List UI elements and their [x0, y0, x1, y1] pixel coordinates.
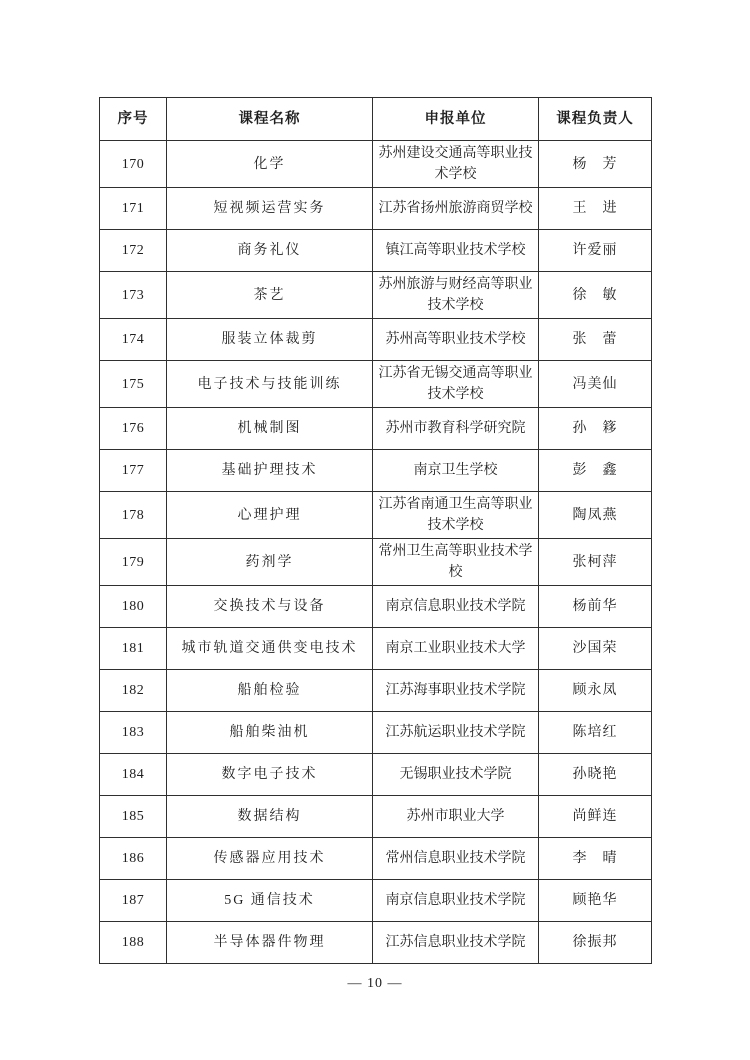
cell-course-name: 半导体器件物理 — [167, 922, 373, 964]
cell-unit: 苏州市教育科学研究院 — [373, 408, 539, 450]
cell-course-name: 船舶检验 — [167, 670, 373, 712]
cell-unit: 江苏省无锡交通高等职业技术学校 — [373, 361, 539, 408]
table-row — [100, 408, 652, 450]
cell-leader: 顾永凤 — [539, 670, 652, 712]
cell-serial-number: 182 — [100, 670, 167, 712]
cell-serial-number: 185 — [100, 796, 167, 838]
cell-leader: 陶凤燕 — [539, 492, 652, 539]
cell-unit: 苏州旅游与财经高等职业技术学校 — [373, 272, 539, 319]
table-row — [100, 628, 652, 670]
cell-unit: 常州信息职业技术学院 — [373, 838, 539, 880]
cell-course-name: 数字电子技术 — [167, 754, 373, 796]
cell-leader: 张 蕾 — [539, 319, 652, 361]
cell-unit: 江苏航运职业技术学院 — [373, 712, 539, 754]
table-row — [100, 880, 652, 922]
cell-serial-number: 170 — [100, 141, 167, 188]
cell-leader: 杨前华 — [539, 586, 652, 628]
cell-leader: 孙 簃 — [539, 408, 652, 450]
table-row — [100, 670, 652, 712]
cell-course-name: 短视频运营实务 — [167, 188, 373, 230]
cell-serial-number: 177 — [100, 450, 167, 492]
cell-unit: 苏州建设交通高等职业技术学校 — [373, 141, 539, 188]
cell-course-name: 化学 — [167, 141, 373, 188]
cell-serial-number: 179 — [100, 539, 167, 586]
page-number: — 10 — — [347, 976, 403, 991]
cell-course-name: 数据结构 — [167, 796, 373, 838]
cell-course-name: 船舶柴油机 — [167, 712, 373, 754]
cell-unit: 苏州高等职业技术学校 — [373, 319, 539, 361]
table-row — [100, 796, 652, 838]
table-row — [100, 754, 652, 796]
cell-leader: 徐振邦 — [539, 922, 652, 964]
cell-unit: 苏州市职业大学 — [373, 796, 539, 838]
table-row — [100, 838, 652, 880]
table-row — [100, 586, 652, 628]
cell-course-name: 茶艺 — [167, 272, 373, 319]
table-row — [100, 188, 652, 230]
cell-serial-number: 184 — [100, 754, 167, 796]
cell-leader: 李 晴 — [539, 838, 652, 880]
table-body — [100, 141, 652, 964]
cell-serial-number: 178 — [100, 492, 167, 539]
cell-serial-number: 172 — [100, 230, 167, 272]
cell-leader: 冯美仙 — [539, 361, 652, 408]
cell-leader: 徐 敏 — [539, 272, 652, 319]
table-row — [100, 230, 652, 272]
cell-course-name: 商务礼仪 — [167, 230, 373, 272]
cell-leader: 杨 芳 — [539, 141, 652, 188]
cell-serial-number: 187 — [100, 880, 167, 922]
cell-course-name: 传感器应用技术 — [167, 838, 373, 880]
cell-leader: 王 进 — [539, 188, 652, 230]
column-header: 课程负责人 — [539, 98, 652, 141]
cell-course-name: 电子技术与技能训练 — [167, 361, 373, 408]
cell-unit: 江苏省南通卫生高等职业技术学校 — [373, 492, 539, 539]
cell-leader: 张柯萍 — [539, 539, 652, 586]
cell-unit: 江苏海事职业技术学院 — [373, 670, 539, 712]
cell-unit: 常州卫生高等职业技术学校 — [373, 539, 539, 586]
cell-serial-number: 173 — [100, 272, 167, 319]
cell-course-name: 心理护理 — [167, 492, 373, 539]
column-header: 序号 — [100, 98, 167, 141]
cell-unit: 南京信息职业技术学院 — [373, 880, 539, 922]
cell-unit: 南京工业职业技术大学 — [373, 628, 539, 670]
cell-unit: 江苏信息职业技术学院 — [373, 922, 539, 964]
table-row — [100, 319, 652, 361]
cell-serial-number: 183 — [100, 712, 167, 754]
cell-course-name: 服装立体裁剪 — [167, 319, 373, 361]
table-row — [100, 539, 652, 586]
cell-unit: 无锡职业技术学院 — [373, 754, 539, 796]
table-row — [100, 712, 652, 754]
cell-serial-number: 180 — [100, 586, 167, 628]
table-row — [100, 492, 652, 539]
cell-leader: 尚鲜连 — [539, 796, 652, 838]
cell-course-name: 药剂学 — [167, 539, 373, 586]
cell-leader: 顾艳华 — [539, 880, 652, 922]
cell-unit: 南京卫生学校 — [373, 450, 539, 492]
cell-leader: 许爱丽 — [539, 230, 652, 272]
column-header: 课程名称 — [167, 98, 373, 141]
column-header: 申报单位 — [373, 98, 539, 141]
cell-serial-number: 188 — [100, 922, 167, 964]
cell-leader: 彭 鑫 — [539, 450, 652, 492]
table-row — [100, 141, 652, 188]
cell-leader: 沙国荣 — [539, 628, 652, 670]
cell-leader: 孙晓艳 — [539, 754, 652, 796]
table-row — [100, 922, 652, 964]
cell-unit: 南京信息职业技术学院 — [373, 586, 539, 628]
cell-serial-number: 176 — [100, 408, 167, 450]
table-row — [100, 450, 652, 492]
table-row — [100, 361, 652, 408]
cell-course-name: 机械制图 — [167, 408, 373, 450]
cell-course-name: 交换技术与设备 — [167, 586, 373, 628]
cell-serial-number: 174 — [100, 319, 167, 361]
page-footer — [0, 976, 750, 992]
cell-leader: 陈培红 — [539, 712, 652, 754]
table-row — [100, 272, 652, 319]
cell-unit: 江苏省扬州旅游商贸学校 — [373, 188, 539, 230]
course-table — [99, 97, 652, 964]
cell-serial-number: 171 — [100, 188, 167, 230]
cell-unit: 镇江高等职业技术学校 — [373, 230, 539, 272]
cell-serial-number: 186 — [100, 838, 167, 880]
cell-serial-number: 175 — [100, 361, 167, 408]
cell-course-name: 5G 通信技术 — [167, 880, 373, 922]
cell-course-name: 基础护理技术 — [167, 450, 373, 492]
table-header-row — [100, 98, 652, 141]
cell-course-name: 城市轨道交通供变电技术 — [167, 628, 373, 670]
cell-serial-number: 181 — [100, 628, 167, 670]
